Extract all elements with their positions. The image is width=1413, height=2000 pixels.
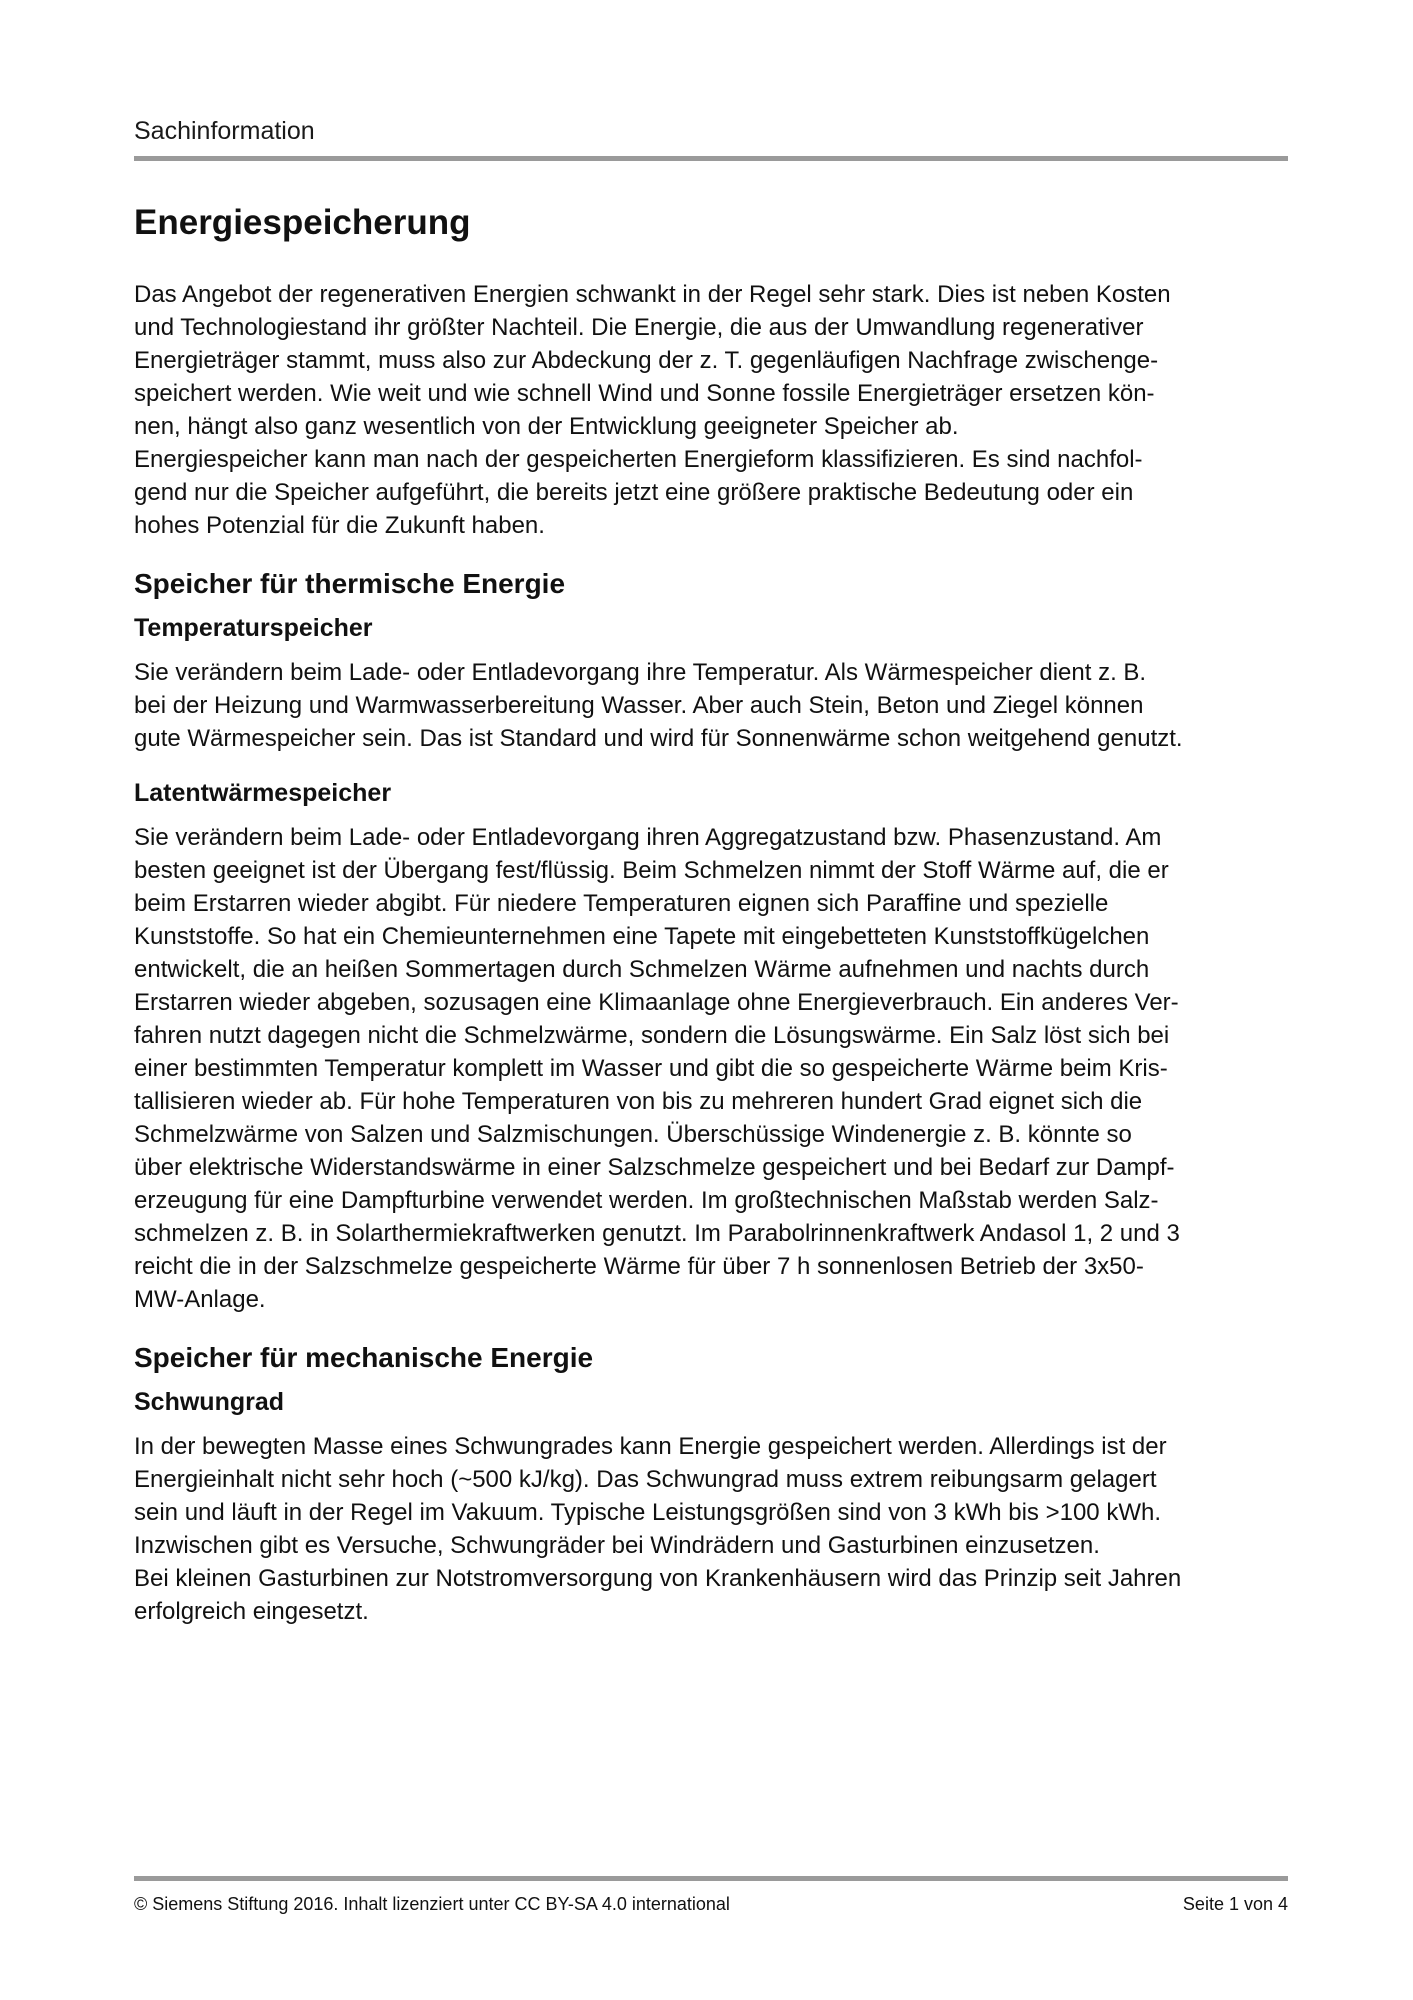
text-line: speichert werden. Wie weit und wie schnell Wind und Sonne fossile Energieträger ersetzen kön-	[134, 380, 1155, 407]
text-line: gute Wärmespeicher sein. Das ist Standard und wird für Sonnenwärme schon weitgehend genutzt.	[134, 725, 1183, 752]
text-line: erzeugung für eine Dampfturbine verwendet werden. Im großtechnischen Maßstab werden Salz-	[134, 1187, 1159, 1214]
text-line: beim Erstarren wieder abgibt. Für niedere Temperaturen eignen sich Paraffine und spezielle	[134, 890, 1109, 917]
section-heading-mechanical: Speicher für mechanische Energie	[134, 1342, 594, 1373]
text-line: Das Angebot der regenerativen Energien schwankt in der Regel sehr stark. Dies ist neben Kosten	[134, 281, 1171, 308]
text-line: besten geeignet ist der Übergang fest/flüssig. Beim Schmelzen nimmt der Stoff Wärme auf, die er	[134, 857, 1169, 884]
text-line: Energiespeicher kann man nach der gespeicherten Energieform klassifizieren. Es sind nachfol-	[134, 446, 1143, 473]
page-number: Seite 1 von 4	[1182, 1894, 1288, 1914]
text-line: bei der Heizung und Warmwasserbereitung Wasser. Aber auch Stein, Beton und Ziegel können	[134, 692, 1144, 719]
text-line: Energieinhalt nicht sehr hoch (~500 kJ/kg). Das Schwungrad muss extrem reibungsarm gelagert	[134, 1466, 1157, 1493]
text-line: Erstarren wieder abgeben, sozusagen eine Klimaanlage ohne Energieverbrauch. Ein anderes Ver-	[134, 989, 1179, 1016]
document-page	[134, 0, 1288, 2000]
text-line: Schmelzwärme von Salzen und Salzmischungen. Überschüssige Windenergie z. B. könnte so	[134, 1121, 1132, 1148]
temperature-paragraph	[134, 656, 1288, 755]
text-line: Inzwischen gibt es Versuche, Schwungräder bei Windrädern und Gasturbinen einzusetzen.	[134, 1532, 1100, 1559]
text-line: reicht die in der Salzschmelze gespeicherte Wärme für über 7 h sonnenlosen Betrieb der 3x50-	[134, 1253, 1144, 1280]
text-line: Bei kleinen Gasturbinen zur Notstromversorgung von Krankenhäusern wird das Prinzip seit Jahren	[134, 1565, 1182, 1592]
text-line: In der bewegten Masse eines Schwungrades kann Energie gespeichert werden. Allerdings ist der	[134, 1433, 1167, 1460]
text-line: erfolgreich eingesetzt.	[134, 1598, 369, 1625]
text-line: fahren nutzt dagegen nicht die Schmelzwärme, sondern die Lösungswärme. Ein Salz löst sich bei	[134, 1022, 1170, 1049]
text-line: einer bestimmten Temperatur komplett im Wasser und gibt die so gespeicherte Wärme beim Kris-	[134, 1055, 1168, 1082]
subsection-heading-temperature: Temperaturspeicher	[134, 614, 373, 642]
text-line: MW-Anlage.	[134, 1286, 266, 1313]
header-rule	[134, 156, 1288, 161]
latent-paragraph	[134, 821, 1288, 1316]
intro-paragraph	[134, 278, 1288, 542]
footer-copyright: © Siemens Stiftung 2016. Inhalt lizenziert unter CC BY-SA 4.0 international	[134, 1894, 730, 1914]
section-heading-thermal: Speicher für thermische Energie	[134, 568, 566, 599]
text-line: Energieträger stammt, muss also zur Abdeckung der z. T. gegenläufigen Nachfrage zwischenge-	[134, 347, 1159, 374]
flywheel-paragraph	[134, 1430, 1288, 1628]
text-line: schmelzen z. B. in Solarthermiekraftwerken genutzt. Im Parabolrinnenkraftwerk Andasol 1, 2 und 3	[134, 1220, 1180, 1247]
text-line: über elektrische Widerstandswärme in einer Salzschmelze gespeichert und bei Bedarf zur Dampf-	[134, 1154, 1175, 1181]
header-label: Sachinformation	[134, 117, 315, 145]
footer-rule	[134, 1876, 1288, 1881]
text-line: Sie verändern beim Lade- oder Entladevorgang ihre Temperatur. Als Wärmespeicher dient z. B.	[134, 659, 1147, 686]
subsection-heading-latent: Latentwärmespeicher	[134, 779, 392, 807]
subsection-heading-flywheel: Schwungrad	[134, 1388, 285, 1416]
text-line: sein und läuft in der Regel im Vakuum. Typische Leistungsgrößen sind von 3 kWh bis >100 kWh.	[134, 1499, 1161, 1526]
document-title: Energiespeicherung	[134, 203, 471, 242]
text-line: und Technologiestand ihr größter Nachteil. Die Energie, die aus der Umwandlung regenerativer	[134, 314, 1144, 341]
text-line: Kunststoffe. So hat ein Chemieunternehmen eine Tapete mit eingebetteten Kunststoffkügelchen	[134, 923, 1150, 950]
text-line: entwickelt, die an heißen Sommertagen durch Schmelzen Wärme aufnehmen und nachts durch	[134, 956, 1150, 983]
text-line: nen, hängt also ganz wesentlich von der Entwicklung geeigneter Speicher ab.	[134, 413, 959, 440]
text-line: hohes Potenzial für die Zukunft haben.	[134, 512, 545, 539]
text-line: gend nur die Speicher aufgeführt, die bereits jetzt eine größere praktische Bedeutung oder ein	[134, 479, 1134, 506]
text-line: Sie verändern beim Lade- oder Entladevorgang ihren Aggregatzustand bzw. Phasenzustand. Am	[134, 824, 1162, 851]
document-content	[134, 196, 1288, 1628]
text-line: tallisieren wieder ab. Für hohe Temperaturen von bis zu mehreren hundert Grad eignet sich die	[134, 1088, 1143, 1115]
